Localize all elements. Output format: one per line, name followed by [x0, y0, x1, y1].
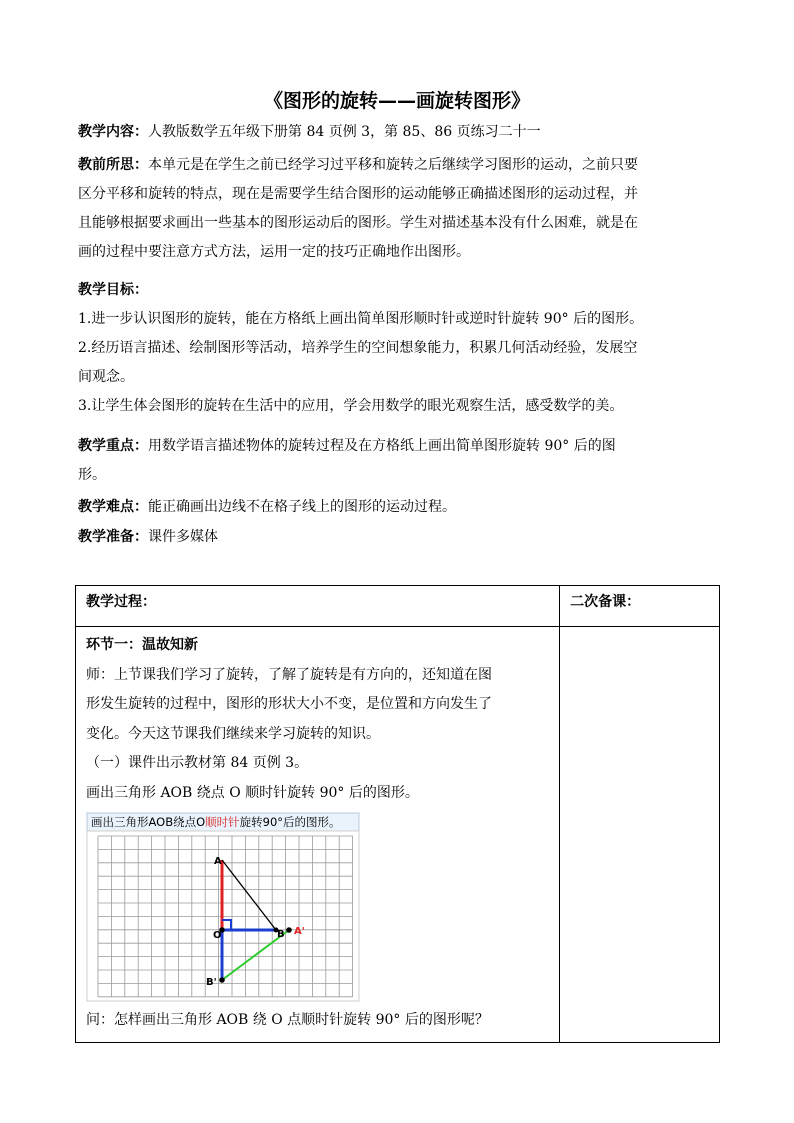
prior-thoughts: [78, 151, 738, 267]
section-title: 环节一：温故知新: [86, 637, 198, 653]
teaching-content-text: 人教版数学五年级下册第 84 页例 3，第 85、86 页练习二十一: [148, 124, 541, 140]
label-b: B: [277, 929, 285, 940]
key-points-label: 教学重点：: [78, 438, 148, 454]
prior-line: 且能够根据要求画出一些基本的图形运动后的图形。学生对描述基本没有什么困难，就是在: [78, 215, 638, 231]
prior-thoughts-label: 教前所思：: [78, 157, 148, 173]
page-title: 《图形的旋转——画旋转图形》: [263, 90, 530, 112]
goal-item: 间观念。: [78, 369, 134, 385]
caption-highlight: 顺时针: [205, 815, 240, 829]
rotation-figure-svg: [86, 812, 360, 1002]
preparation-label: 教学准备：: [78, 529, 148, 545]
label-a: A: [214, 856, 222, 867]
teaching-content: [78, 118, 738, 147]
teaching-goals-label: 教学目标：: [78, 282, 148, 298]
point-a-prime: [286, 927, 292, 933]
second-preparation-cell: [560, 627, 720, 1043]
rotation-figure: [86, 812, 360, 1002]
process-line: （一）课件出示教材第 84 页例 3。: [86, 755, 309, 771]
label-o: O: [213, 930, 222, 941]
table-header-row: [76, 586, 720, 627]
teaching-difficulty: [78, 493, 738, 522]
teaching-process-table: [75, 585, 720, 1043]
teaching-content-label: 教学内容：: [78, 124, 148, 140]
table-body-row: [76, 627, 720, 1043]
caption-text: 画出三角形AOB绕点O: [91, 815, 206, 829]
teaching-key-points: [78, 432, 738, 490]
prior-line: 区分平移和旋转的特点，现在是需要学生结合图形的运动能够正确描述图形的运动过程，并: [78, 186, 638, 202]
question-line: 问：怎样画出三角形 AOB 绕 O 点顺时针旋转 90° 后的图形呢？: [86, 1012, 489, 1028]
goal-item: 1.进一步认识图形的旋转，能在方格纸上画出简单图形顺时针或逆时针旋转 90° 后的图形。: [78, 311, 644, 327]
process-line: 画出三角形 AOB 绕点 O 顺时针旋转 90° 后的图形。: [86, 784, 419, 801]
goal-item: 2.经历语言描述、绘制图形等活动，培养学生的空间想象能力，积累几何活动经验，发展空: [78, 340, 638, 356]
prior-line: 本单元是在学生之前已经学习过平移和旋转之后继续学习图形的运动，之前只要: [148, 157, 638, 173]
figure-caption: [91, 815, 341, 829]
label-a-prime: A': [294, 926, 305, 937]
caption-text-end: 旋转90°后的图形。: [239, 815, 341, 829]
teaching-goals: [78, 276, 738, 421]
teaching-preparation: [78, 523, 738, 552]
difficulty-text: 能正确画出边线不在格子线上的图形的运动过程。: [148, 499, 456, 515]
process-line: 师：上节课我们学习了旋转，了解了旋转是有方向的，还知道在图: [86, 666, 492, 683]
goal-item: 3.让学生体会图形的旋转在生活中的应用，学会用数学的眼光观察生活，感受数学的美。: [78, 398, 624, 414]
key-points-line: 形。: [78, 467, 106, 483]
label-b-prime: B': [206, 977, 217, 988]
header-teaching-process: 教学过程：: [76, 586, 560, 627]
process-line: 形发生旋转的过程中，图形的形状大小不变，是位置和方向发生了: [86, 696, 492, 712]
difficulty-label: 教学难点：: [78, 499, 148, 515]
process-line: 变化。今天这节课我们继续来学习旋转的知识。: [86, 725, 380, 742]
process-cell: [76, 627, 560, 1043]
point-b-prime: [219, 977, 225, 983]
key-points-line: 用数学语言描述物体的旋转过程及在方格纸上画出简单图形旋转 90° 后的图: [148, 438, 616, 454]
header-second-preparation: 二次备课：: [560, 586, 720, 627]
prior-line: 画的过程中要注意方式方法，运用一定的技巧正确地作出图形。: [78, 244, 470, 260]
preparation-text: 课件多媒体: [148, 529, 218, 545]
